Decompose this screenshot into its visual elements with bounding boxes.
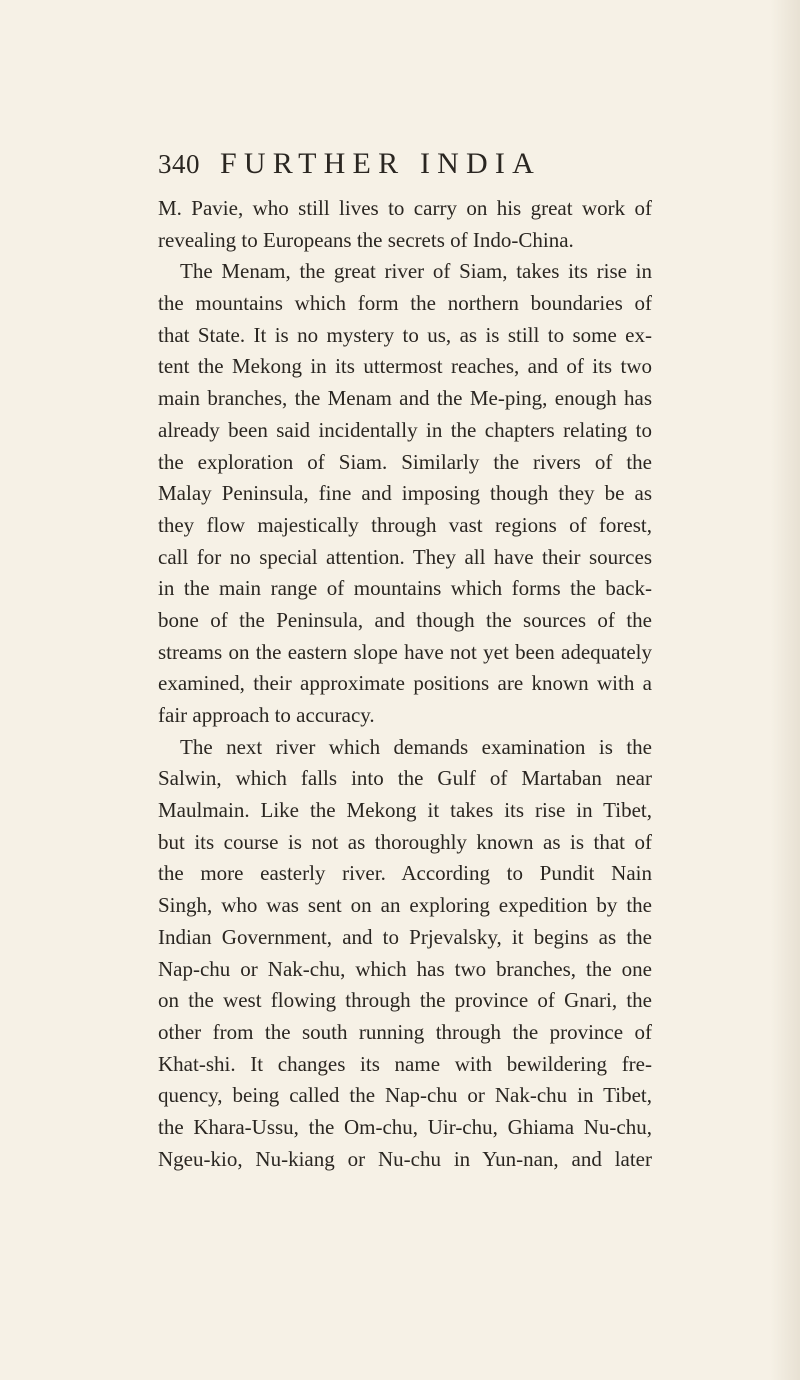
text-line: already been said incidentally in the chapters relating to bbox=[158, 417, 652, 442]
text-line: the exploration of Siam. Similarly the rivers of the bbox=[158, 449, 652, 474]
text-line: in the main range of mountains which forms the back- bbox=[158, 576, 652, 601]
page-number: 340 bbox=[158, 149, 200, 179]
page-edge-shadow bbox=[770, 0, 800, 1380]
text-line: other from the south running through the province of bbox=[158, 1019, 652, 1044]
text-line: quency, being called the Nap-chu or Nak-chu in Tibet, bbox=[158, 1083, 652, 1108]
text-line: main branches, the Menam and the Me-ping, enough has bbox=[158, 386, 652, 411]
text-line: but its course is not as thoroughly known as is that of bbox=[158, 829, 652, 854]
text-line: The next river which demands examination is the bbox=[180, 734, 652, 759]
text-line: Salwin, which falls into the Gulf of Martaban near bbox=[158, 766, 652, 791]
text-line: Singh, who was sent on an exploring expedition by the bbox=[158, 893, 652, 918]
text-line: the more easterly river. According to Pundit Nain bbox=[158, 861, 652, 886]
text-line: M. Pavie, who still lives to carry on his great work of bbox=[158, 196, 652, 220]
text-line: The Menam, the great river of Siam, takes its rise in bbox=[180, 259, 652, 284]
text-line: call for no special attention. They all have their sources bbox=[158, 544, 652, 569]
text-line: fair approach to accuracy. bbox=[158, 703, 375, 727]
text-line: on the west flowing through the province of Gnari, the bbox=[158, 988, 652, 1013]
text-line: Maulmain. Like the Mekong it takes its rise in Tibet, bbox=[158, 798, 652, 823]
text-line: the Khara-Ussu, the Om-chu, Uir-chu, Ghiama Nu-chu, bbox=[158, 1114, 652, 1139]
text-line: bone of the Peninsula, and though the sources of the bbox=[158, 607, 652, 632]
text-line: Khat-shi. It changes its name with bewildering fre- bbox=[158, 1051, 652, 1076]
text-line: revealing to Europeans the secrets of Indo-China. bbox=[158, 227, 574, 252]
text-line: tent the Mekong in its uttermost reaches, and of its two bbox=[158, 354, 652, 379]
text-line: Indian Government, and to Prjevalsky, it begins as the bbox=[158, 924, 652, 949]
text-line: that State. It is no mystery to us, as is still to some ex- bbox=[158, 322, 652, 347]
text-line: Malay Peninsula, fine and imposing though they be as bbox=[158, 481, 652, 506]
text-line: Nap-chu or Nak-chu, which has two branches, the one bbox=[158, 956, 652, 981]
text-line: Ngeu-kio, Nu-kiang or Nu-chu in Yun-nan, and later bbox=[158, 1146, 652, 1171]
text-line: streams on the eastern slope have not yet been adequately bbox=[158, 639, 652, 664]
running-title: FURTHER INDIA bbox=[220, 147, 541, 180]
text-line: they flow majestically through vast regions of forest, bbox=[158, 512, 652, 537]
running-head bbox=[158, 144, 658, 184]
body-text bbox=[158, 193, 652, 1175]
text-line: the mountains which form the northern boundaries of bbox=[158, 291, 652, 316]
text-line: examined, their approximate positions are known with a bbox=[158, 671, 652, 696]
